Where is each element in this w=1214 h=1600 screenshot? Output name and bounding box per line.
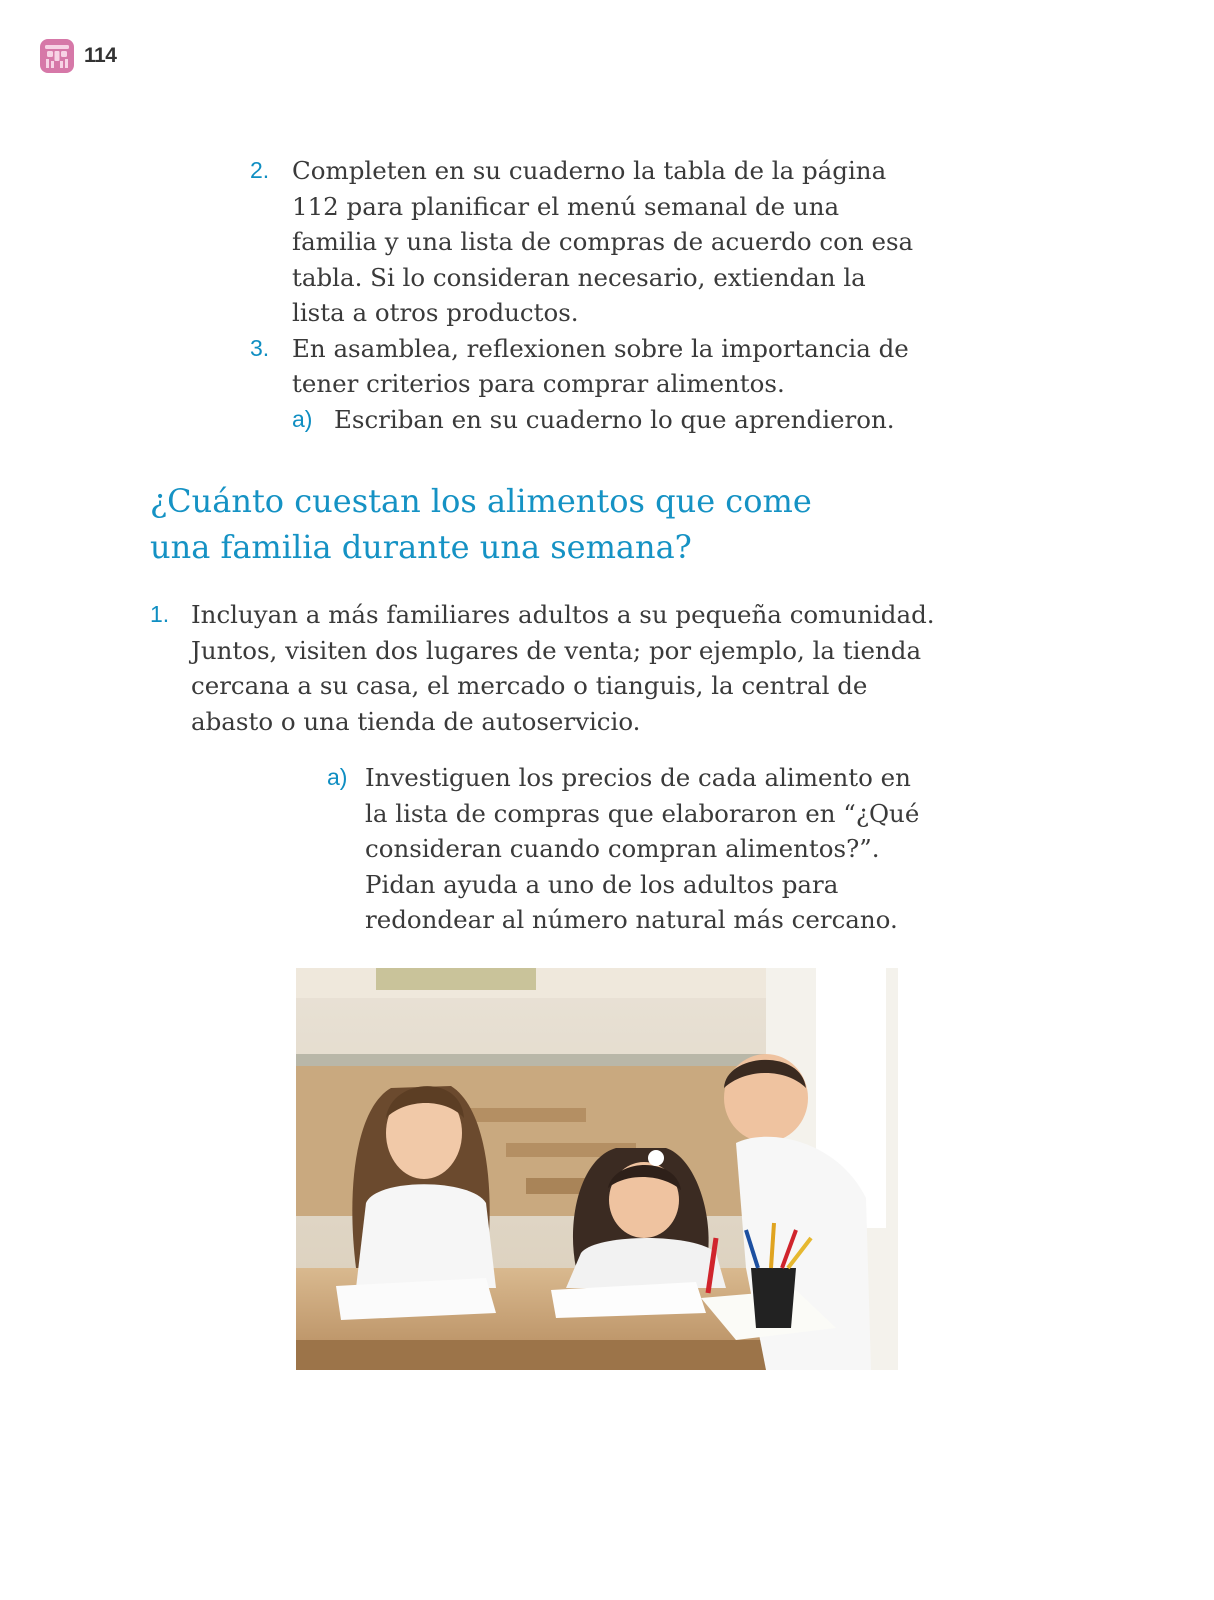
- list-item-2: [250, 153, 930, 331]
- item-number: 3.: [250, 334, 270, 361]
- text-line: redondear al número natural más cercano.: [365, 905, 898, 934]
- page-header: [40, 38, 116, 74]
- list-item-1: [150, 597, 970, 739]
- text-line: tener criterios para comprar alimentos.: [292, 369, 785, 398]
- sub-item-letter: a): [292, 405, 313, 432]
- activity-list-top: [250, 153, 930, 437]
- sub-item-a-prices: [327, 760, 967, 938]
- title-line: ¿Cuánto cuestan los alimentos que come: [150, 482, 812, 520]
- activity-list-main: [150, 597, 970, 739]
- title-line: una familia durante una semana?: [150, 528, 692, 566]
- sub-item-a: [292, 402, 930, 438]
- text-line: Incluyan a más familiares adultos a su pequeña comunidad.: [191, 600, 935, 629]
- text-line: Completen en su cuaderno la tabla de la página: [292, 156, 887, 185]
- sub-item-text: [365, 760, 967, 938]
- section-title: [150, 478, 910, 570]
- text-line: Pidan ayuda a uno de los adultos para: [365, 869, 839, 899]
- text-line: 112 para planificar el menú semanal de una: [292, 191, 840, 221]
- text-line: la lista de compras que elaboraron en “¿Qué: [365, 798, 920, 828]
- sub-item-text: Escriban en su cuaderno lo que aprendieron.: [334, 404, 895, 434]
- item-text: [292, 153, 930, 331]
- text-line: abasto o una tienda de autoservicio.: [191, 706, 641, 736]
- text-line: tabla. Si lo consideran necesario, extiendan la: [292, 262, 866, 292]
- children-writing-illustration: [296, 968, 898, 1370]
- list-item-3: [250, 331, 930, 438]
- text-line: En asamblea, reflexionen sobre la importancia de: [292, 333, 909, 363]
- text-line: consideran cuando compran alimentos?”.: [365, 834, 880, 863]
- page-number: 114: [84, 44, 117, 67]
- item-number: 1.: [150, 601, 170, 627]
- text-line: Investiguen los precios de cada alimento en: [365, 763, 911, 792]
- text-line: familia y una lista de compras de acuerdo con esa: [292, 227, 914, 256]
- classroom-photo: [296, 968, 898, 1370]
- item-number: 2.: [250, 157, 270, 183]
- carved-glyph-icon: [40, 39, 74, 73]
- item-text: [292, 331, 930, 402]
- sub-item-letter: a): [327, 764, 348, 790]
- text-line: Juntos, visiten dos lugares de venta; por ejemplo, la tienda: [191, 635, 922, 665]
- item-text: [191, 597, 970, 739]
- text-line: cercana a su casa, el mercado o tianguis, la central de: [191, 671, 868, 700]
- text-line: lista a otros productos.: [292, 298, 579, 327]
